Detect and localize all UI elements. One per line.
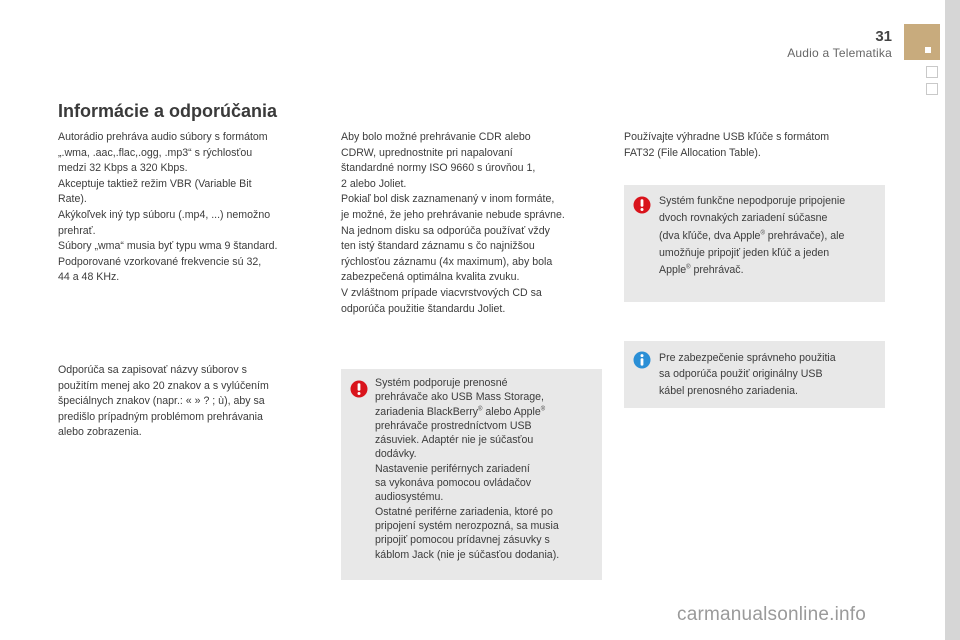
- text-line: prehrávače prostredníctvom USB: [375, 419, 532, 432]
- text-line: Akýkoľvek iný typ súboru (.mp4, ...) nemožno: [58, 208, 271, 221]
- chapter-tab-box: [926, 66, 938, 78]
- text-fragment: zariadenia BlackBerry: [375, 405, 479, 418]
- text-line: zásuviek. Adaptér nie je súčasťou: [375, 434, 534, 447]
- text-fragment: prehrávače), ale: [764, 229, 845, 242]
- registered-mark: ®: [686, 264, 691, 271]
- text-line: Rate).: [58, 193, 87, 206]
- text-line: sa vykonáva pomocou ovládačov: [375, 477, 532, 490]
- text-line: [659, 262, 883, 279]
- text-line: CDRW, uprednostnite pri napalovaní: [341, 146, 513, 159]
- text-line: Systém podporuje prenosné: [375, 377, 508, 389]
- registered-mark: ®: [540, 406, 546, 413]
- text-line: Na jednom disku sa odporúča používať vždy: [341, 224, 550, 237]
- text-line: sa odporúča použiť originálny USB: [659, 368, 823, 381]
- page-edge-stripe: [945, 0, 960, 640]
- text-line: Ostatné periférne zariadenia, ktoré po: [375, 505, 553, 518]
- info-note-text: [659, 350, 883, 399]
- info-icon: [633, 351, 651, 369]
- text-line: Akceptuje taktiež režim VBR (Variable Bit: [58, 177, 252, 190]
- text-line: 2 alebo Joliet.: [341, 177, 407, 190]
- text-line: káblom Jack (nie je súčasťou dodania).: [375, 548, 560, 561]
- usb-cable-info-note: [624, 341, 885, 408]
- text-line: rýchlosťou záznamu (4x maximum), aby bola: [341, 255, 553, 268]
- text-line: „.wma, .aac,.flac,.ogg, .mp3“ s rýchlosťou: [58, 146, 253, 159]
- text-line: Nastavenie periférnych zariadení: [375, 462, 530, 475]
- page-number: 31: [875, 28, 892, 45]
- text-line: dvoch rovnakých zariadení súčasne: [659, 212, 828, 225]
- text-fragment: (dva kľúče, dva Apple: [659, 229, 761, 242]
- text-line: Podporované vzorkované frekvencie sú 32,: [58, 255, 262, 268]
- warning-icon: [633, 196, 651, 214]
- text-line: pripojiť pomocou prídavnej zásuvky s: [375, 534, 550, 547]
- text-line: prehrať.: [58, 224, 96, 237]
- text-line: FAT32 (File Allocation Table).: [624, 146, 761, 159]
- text-line: pripojení systém nerozpozná, sa musia: [375, 519, 559, 532]
- text-line: ten istý štandard záznamu s čo najnižšou: [341, 240, 535, 253]
- text-line: audiosystému.: [375, 491, 444, 504]
- dual-device-warning-note: [624, 185, 885, 302]
- text-line: použitím menej ako 20 znakov a s vylúčením: [58, 379, 269, 392]
- text-line: špeciálnych znakov (napr.: « » ? ; ù), aby sa: [58, 395, 265, 408]
- text-line: Pokiaľ bol disk zaznamenaný v inom formáte,: [341, 193, 555, 206]
- text-line: umožňuje pripojiť jeden kľúč a jeden: [659, 246, 830, 259]
- text-line: Používajte výhradne USB kľúče s formátom: [624, 131, 830, 143]
- text-fragment: alebo Apple: [482, 405, 541, 418]
- column-2-paragraph: [341, 130, 611, 317]
- text-line: Aby bolo možné prehrávanie CDR alebo: [341, 131, 531, 143]
- text-line: je možné, že jeho prehrávanie nebude správne.: [341, 208, 565, 221]
- usb-devices-warning-note: [341, 369, 602, 580]
- text-fragment: prehrávač.: [690, 264, 744, 277]
- text-line: prehrávače ako USB Mass Storage,: [375, 391, 544, 404]
- text-line: [659, 228, 883, 245]
- text-line: 44 a 48 KHz.: [58, 271, 120, 284]
- watermark: carmanualsonline.info: [677, 604, 867, 625]
- registered-mark: ®: [478, 406, 483, 413]
- warning-note-text: [375, 376, 599, 562]
- chapter-title: Audio a Telematika: [787, 46, 892, 60]
- warning-icon: [350, 380, 368, 398]
- text-line: štandardné normy ISO 9660 s úrovňou 1,: [341, 162, 536, 175]
- warning-note-text: [659, 193, 883, 279]
- text-line: predišlo prípadným problémom prehrávania: [58, 410, 263, 423]
- column-1-paragraph-1: [58, 130, 328, 286]
- text-line: Systém funkčne nepodporuje pripojenie: [659, 195, 846, 207]
- column-1-paragraph-2: [58, 363, 328, 441]
- chapter-tab-box: [926, 83, 938, 95]
- text-line: [375, 405, 599, 419]
- text-line: Odporúča sa zapisovať názvy súborov s: [58, 364, 247, 376]
- chapter-tab-marker: [904, 24, 940, 60]
- registered-mark: ®: [760, 230, 765, 237]
- column-3-paragraph: [624, 130, 894, 161]
- text-line: alebo zobrazenia.: [58, 426, 142, 439]
- text-line: zabezpečená optimálna kvalita zvuku.: [341, 271, 520, 284]
- text-line: medzi 32 Kbps a 320 Kbps.: [58, 162, 188, 175]
- page-title: Informácie a odporúčania: [58, 101, 278, 121]
- text-line: odporúča použitie štandardu Joliet.: [341, 302, 506, 315]
- text-line: kábel prenosného zariadenia.: [659, 384, 798, 397]
- text-fragment: Apple: [659, 264, 687, 277]
- text-line: Pre zabezpečenie správneho použitia: [659, 352, 836, 364]
- text-line: Súbory „wma“ musia byť typu wma 9 štandard.: [58, 240, 278, 253]
- text-line: Autorádio prehráva audio súbory s formátom: [58, 131, 268, 143]
- text-line: dodávky.: [375, 448, 417, 461]
- text-line: V zvláštnom prípade viacvrstvových CD sa: [341, 286, 542, 299]
